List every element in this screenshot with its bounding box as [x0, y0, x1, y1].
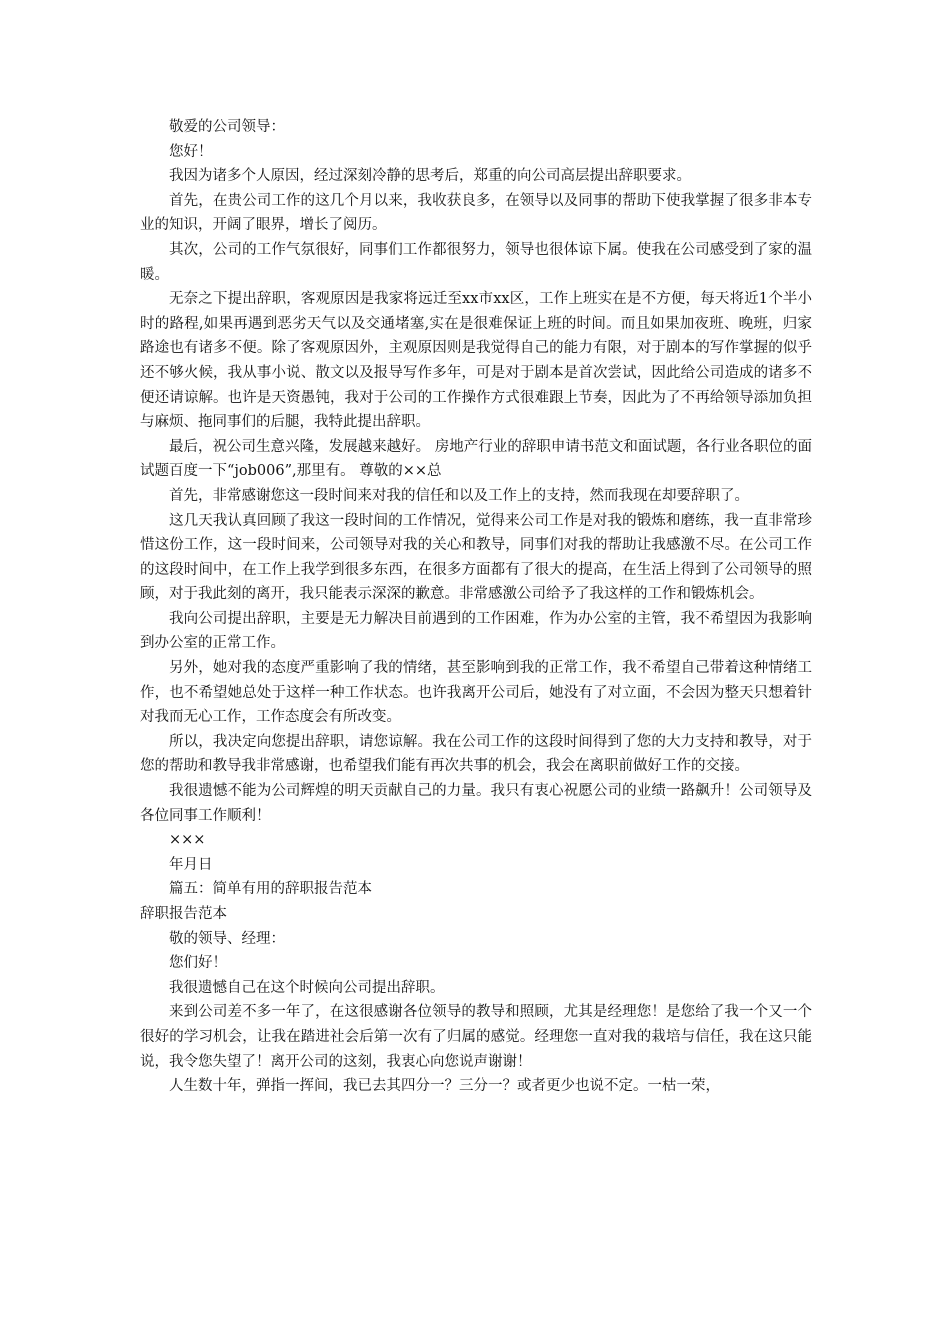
paragraph: 首先，在贵公司工作的这几个月以来，我收获良多，在领导以及同事的帮助下使我掌握了很多非本专业的知识，开阔了眼界，增长了阅历。	[140, 192, 812, 234]
paragraph: 我因为诸多个人原因，经过深刻冷静的思考后，郑重的向公司高层提出辞职要求。	[169, 168, 691, 185]
paragraph: 所以，我决定向您提出辞职，请您谅解。我在公司工作的这段时间得到了您的大力支持和教导，对于您的帮助和教导我非常感谢，也希望我们能有再次共事的机会，我会在离职前做好工作的交接。	[140, 733, 812, 775]
date-line: 年月日	[169, 856, 213, 873]
paragraph: 来到公司差不多一年了，在这很感谢各位领导的教导和照顾，尤其是经理您！是您给了我一个又一个很好的学习机会，让我在踏进社会后第一次有了归属的感觉。经理您一直对我的栽培与信任，我在这只能说，我令您失望了！离开公司的这刻，我衷心向您说声谢谢！	[140, 1004, 812, 1070]
paragraph: 另外，她对我的态度严重影响了我的情绪，甚至影响到我的正常工作，我不希望自己带着这种情绪工作，也不希望她总处于这样一种工作状态。也许我离开公司后，她没有了对立面，不会因为整天只想着针对我而无心工作，工作态度会有所改变。	[140, 660, 812, 726]
paragraph: 我很遗憾自己在这个时候向公司提出辞职。	[169, 979, 445, 996]
paragraph: 我向公司提出辞职，主要是无力解决目前遇到的工作困难，作为办公室的主管，我不希望因为我影响到办公室的正常工作。	[140, 610, 812, 652]
salutation: 敬的领导、经理：	[169, 930, 285, 947]
paragraph: 无奈之下提出辞职，客观原因是我家将远迁至xx市xx区，工作上班实在是不方便，每天将近1个半小时的路程,如果再遇到恶劣天气以及交通堵塞,实在是很难保证上班的时间。而且如果加夜班、晚班，归家路途也有诸多不便。除了客观原因外，主观原因则是我觉得自己的能力有限，对于剧本的写作掌握的似乎还不够火候，我从事小说、散文以及报导写作多年，可是对于剧本是首次尝试，因此给公司造成的诸多不便还请谅解。也许是天资愚钝，我对于公司的工作操作方式很难跟上节奏，因此为了不再给领导添加负担与麻烦、拖同事们的后腿，我特此提出辞职。	[140, 291, 812, 431]
paragraph: 人生数十年，弹指一挥间，我已去其四分一？三分一？或者更少也说不定。一枯一荣，	[169, 1078, 720, 1095]
paragraph: 首先，非常感谢您这一段时间来对我的信任和以及工作上的支持，然而我现在却要辞职了。	[169, 487, 749, 504]
document-title: 辞职报告范本	[140, 906, 227, 922]
salutation: 敬爱的公司领导：	[169, 119, 285, 135]
greeting: 您们好！	[169, 955, 227, 972]
section-heading: 篇五：简单有用的辞职报告范本	[169, 881, 372, 898]
signature: ×××	[169, 832, 206, 849]
document-body	[140, 115, 812, 1099]
paragraph: 这几天我认真回顾了我这一段时间的工作情况，觉得来公司工作是对我的锻炼和磨练，我一直非常珍惜这份工作，这一段时间来，公司领导对我的关心和教导，同事们对我的帮助让我感激不尽。在公司工作的这段时间中，在工作上我学到很多东西，在很多方面都有了很大的提高，在生活上得到了公司领导的照顾，对于我此刻的离开，我只能表示深深的歉意。非常感激公司给予了我这样的工作和锻炼机会。	[140, 512, 812, 603]
paragraph: 其次，公司的工作气氛很好，同事们工作都很努力，领导也很体谅下属。使我在公司感受到了家的温暖。	[140, 241, 812, 283]
greeting: 您好！	[169, 143, 213, 160]
paragraph: 我很遗憾不能为公司辉煌的明天贡献自己的力量。我只有衷心祝愿公司的业绩一路飙升！公司领导及各位同事工作顺利！	[140, 783, 812, 824]
paragraph: 最后，祝公司生意兴隆，发展越来越好。 房地产行业的辞职申请书范文和面试题，各行业各职位的面试题百度一下“job006”,那里有。 尊敬的××总	[140, 438, 812, 480]
